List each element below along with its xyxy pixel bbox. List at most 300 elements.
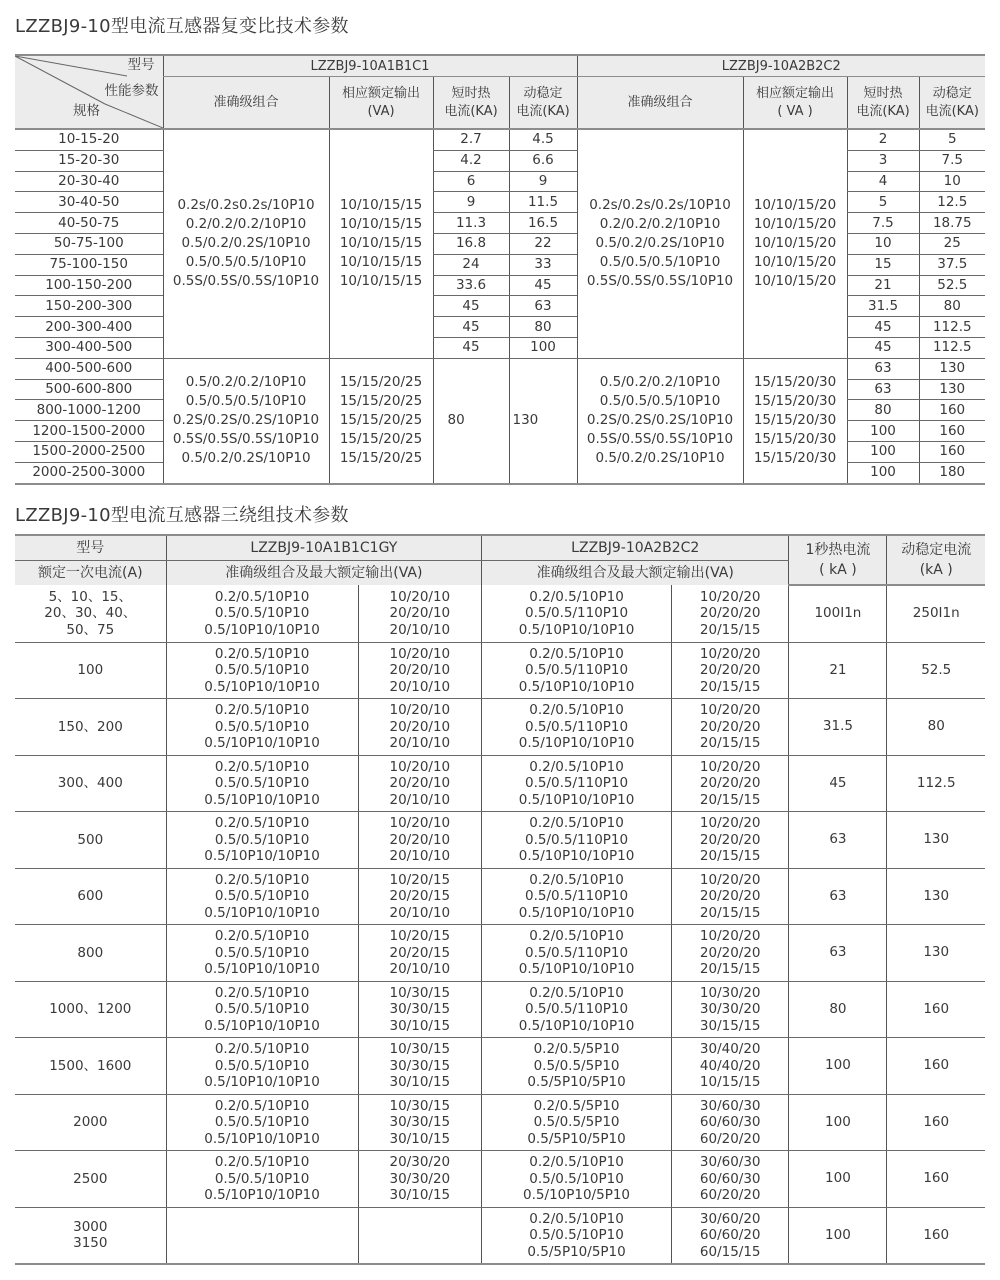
output-a-cell <box>358 1151 482 1208</box>
dyn-a-header-l1: 动稳定 <box>523 86 563 102</box>
output-line: 30/15/15 <box>699 1017 761 1034</box>
output-b-cell <box>672 981 789 1038</box>
output-a-cell <box>329 129 433 358</box>
dynamic-current-cell: 112.5 <box>887 755 985 812</box>
output-line: 60/60/30 <box>699 1114 761 1130</box>
accuracy-line: 0.5/10P10/10P10 <box>204 735 320 751</box>
thermal-current-cell: 80 <box>789 981 887 1038</box>
accuracy-line: 0.2/0.5/10P10 <box>214 1154 310 1170</box>
model-a-header: LZZBJ9-10A1B1C1GY <box>166 535 481 561</box>
accuracy-line: 0.5/10P10/10P10 <box>204 1130 320 1147</box>
accuracy-b-cell <box>482 1207 672 1264</box>
output-line: 20/20/10 <box>389 662 451 678</box>
dyn-a-cell: 9 <box>509 171 577 192</box>
current-line: 2500 <box>73 1170 108 1187</box>
dyn-b-cell: 10 <box>919 171 985 192</box>
dyn-a-cell: 22 <box>509 233 577 254</box>
accuracy-line: 0.5/0.5/10P10 <box>214 888 310 904</box>
accuracy-line: 0.5/10P10/10P10 <box>518 621 635 638</box>
thermal-current-cell: 100 <box>789 1038 887 1095</box>
accuracy-line: 0.5/10P10/10P10 <box>204 791 320 808</box>
dyn-a-cell: 4.5 <box>509 129 577 150</box>
accuracy-a-cell <box>166 868 358 925</box>
output-b-cell <box>672 925 789 982</box>
thermal-current-cell: 63 <box>789 868 887 925</box>
output-a-cell <box>358 1038 482 1095</box>
dyn-b-header <box>919 77 985 129</box>
accuracy-line: 0.5/0.5/10P10 <box>214 775 310 791</box>
accuracy-line: 0.5/10P10/10P10 <box>518 735 635 751</box>
current-line: 150、200 <box>57 718 123 735</box>
accuracy-line: 0.5/0.5/0.5/10P10 <box>599 254 721 271</box>
dyn-b-cell: 130 <box>919 358 985 379</box>
output-line: 20/15/15 <box>699 848 761 864</box>
accuracy-line: 0.2/0.5/10P10 <box>529 1210 624 1227</box>
short-b-cell: 7.5 <box>847 213 919 234</box>
output-line: 20/10/10 <box>389 678 451 695</box>
accuracy-a-cell <box>166 1038 358 1095</box>
output-line: 20/20/20 <box>699 888 761 904</box>
accuracy-b-cell <box>482 981 672 1038</box>
accuracy-line: 0.2/0.5/10P10 <box>529 928 624 944</box>
output-line: 10/15/15 <box>699 1074 761 1090</box>
rated-current-cell <box>15 585 166 642</box>
table-row <box>15 585 985 642</box>
short-b-cell: 21 <box>847 275 919 296</box>
output-b-cell <box>672 699 789 756</box>
output-line: 30/10/15 <box>389 1187 451 1203</box>
rated-current-cell <box>15 699 166 756</box>
table-row <box>15 1207 985 1264</box>
output-line: 15/15/20/30 <box>753 450 837 467</box>
dyn-b-cell: 80 <box>919 296 985 317</box>
thermal-current-cell: 100I1n <box>789 585 887 642</box>
acc-out-a-header: 准确级组合及最大额定输出(VA) <box>166 561 481 586</box>
accuracy-line: 0.2/0.5/10P10 <box>214 1041 310 1057</box>
thermal-current-cell: 21 <box>789 642 887 699</box>
output-line: 10/10/15/15 <box>339 273 423 290</box>
output-a-header-l1: 相应额定输出 <box>341 86 420 102</box>
accuracy-line: 0.5/0.5/110P10 <box>524 888 629 904</box>
dynamic-current-cell: 80 <box>887 699 985 756</box>
short-b-header <box>847 77 919 129</box>
rated-current-cell <box>15 755 166 812</box>
accuracy-line: 0.5/5P10/5P10 <box>527 1243 626 1260</box>
spec-cell: 40-50-75 <box>15 213 163 234</box>
output-line: 20/15/15 <box>699 904 761 921</box>
output-line: 20/15/15 <box>699 791 761 808</box>
accuracy-a-cell <box>166 1094 358 1151</box>
spec-cell: 200-300-400 <box>15 317 163 338</box>
dyn-a-header <box>509 77 577 129</box>
output-line: 20/10/10 <box>389 621 451 638</box>
dyn-b-header-l1: 动稳定 <box>932 86 972 102</box>
accuracy-b-cell <box>577 358 743 483</box>
table-row <box>15 981 985 1038</box>
table-row <box>15 755 985 812</box>
output-b-cell <box>672 812 789 869</box>
output-line: 15/15/20/25 <box>339 412 423 429</box>
output-line: 15/15/20/25 <box>339 450 423 467</box>
accuracy-line: 0.5/0.5/10P10 <box>214 1057 310 1074</box>
table-row <box>15 1151 985 1208</box>
output-line: 10/10/15/15 <box>339 197 423 214</box>
output-line: 10/10/15/15 <box>339 216 423 233</box>
output-line: 20/20/10 <box>389 605 451 621</box>
output-line: 60/60/20 <box>699 1227 761 1243</box>
accuracy-line: 0.2/0.2/0.2/10P10 <box>185 216 307 233</box>
table-row <box>15 699 985 756</box>
output-line: 30/10/15 <box>389 1017 451 1034</box>
short-a-cell: 6 <box>433 171 509 192</box>
output-line: 10/20/20 <box>699 702 761 718</box>
short-b-cell: 63 <box>847 379 919 400</box>
short-a-cell: 16.8 <box>433 233 509 254</box>
output-line: 20/20/20 <box>699 775 761 791</box>
accuracy-a-cell <box>166 699 358 756</box>
short-b-cell: 2 <box>847 129 919 150</box>
rated-current-cell <box>15 868 166 925</box>
output-line: 10/20/10 <box>389 702 451 718</box>
model-b-header: LZZBJ9-10A2B2C2 <box>482 535 789 561</box>
thermal-header-l1: 1秒热电流 <box>805 542 871 558</box>
thermal-current-cell: 100 <box>789 1094 887 1151</box>
dyn-b-cell: 52.5 <box>919 275 985 296</box>
short-a-cell: 2.7 <box>433 129 509 150</box>
accuracy-b-cell <box>482 868 672 925</box>
short-a-cell: 45 <box>433 296 509 317</box>
accuracy-line: 0.2/0.5/10P10 <box>214 588 310 605</box>
short-b-cell: 63 <box>847 358 919 379</box>
output-line: 20/15/15 <box>699 961 761 977</box>
dyn-a-cell: 80 <box>509 317 577 338</box>
current-line: 1500、1600 <box>49 1057 132 1074</box>
output-line: 20/10/10 <box>389 961 451 977</box>
accuracy-line: 0.5/5P10/5P10 <box>527 1074 626 1090</box>
output-line: 10/10/15/20 <box>753 254 837 271</box>
rated-current-cell <box>15 925 166 982</box>
short-a-cell: 4.2 <box>433 150 509 171</box>
output-a-cell <box>358 585 482 642</box>
accuracy-line: 0.5/10P10/10P10 <box>204 1017 320 1034</box>
accuracy-line: 0.5/0.5/5P10 <box>533 1114 620 1130</box>
dyn-b-cell: 12.5 <box>919 192 985 213</box>
accuracy-a-cell <box>166 981 358 1038</box>
current-line: 800 <box>77 944 104 961</box>
accuracy-line: 0.2/0.5/10P10 <box>214 928 310 944</box>
accuracy-line: 0.2/0.5/10P10 <box>529 645 624 662</box>
current-line: 50、75 <box>66 621 115 638</box>
spec-cell: 400-500-600 <box>15 358 163 379</box>
output-line: 20/20/20 <box>699 662 761 678</box>
output-a-header <box>329 77 433 129</box>
current-line: 3000 <box>73 1218 108 1235</box>
accuracy-line: 0.5/0.5/10P10 <box>529 1227 624 1243</box>
output-b-cell <box>672 1207 789 1264</box>
diag-label-spec: 规格 <box>73 103 100 119</box>
output-line: 20/20/15 <box>389 888 451 904</box>
accuracy-a-cell <box>163 358 329 483</box>
accuracy-line: 0.5/10P10/10P10 <box>518 678 635 695</box>
accuracy-line: 0.5/10P10/10P10 <box>204 961 320 977</box>
output-line: 15/15/20/30 <box>753 393 837 410</box>
accuracy-a-cell <box>166 755 358 812</box>
accuracy-line: 0.5/0.5/110P10 <box>524 1001 629 1017</box>
spec-cell: 15-20-30 <box>15 150 163 171</box>
accuracy-a-cell <box>166 585 358 642</box>
spec-cell: 300-400-500 <box>15 337 163 358</box>
short-b-cell: 45 <box>847 337 919 358</box>
output-b-cell <box>672 1151 789 1208</box>
spec-cell: 500-600-800 <box>15 379 163 400</box>
output-line: 30/60/20 <box>699 1210 761 1227</box>
accuracy-line: 0.2/0.5/10P10 <box>529 984 624 1001</box>
accuracy-line: 0.5/10P10/10P10 <box>204 1074 320 1090</box>
output-line: 10/20/15 <box>389 871 451 888</box>
accuracy-line: 0.5/0.5/110P10 <box>524 775 629 791</box>
accuracy-line: 0.5/10P10/10P10 <box>204 1187 320 1203</box>
accuracy-line: 0.5/0.2/0.2S/10P10 <box>181 450 311 467</box>
output-b-cell <box>672 642 789 699</box>
short-a-cell: 45 <box>433 337 509 358</box>
output-a-header-l2: (VA) <box>367 104 395 120</box>
dynamic-current-cell: 250I1n <box>887 585 985 642</box>
thermal-current-cell: 100 <box>789 1151 887 1208</box>
accuracy-line: 0.2s/0.2s/0.2s/10P10 <box>589 197 731 214</box>
accuracy-line: 0.2/0.5/10P10 <box>214 645 310 662</box>
dyn-b-cell: 112.5 <box>919 337 985 358</box>
output-line: 10/10/15/15 <box>339 254 423 271</box>
short-b-cell: 45 <box>847 317 919 338</box>
spec-cell: 75-100-150 <box>15 254 163 275</box>
accuracy-line: 0.2/0.5/10P10 <box>529 871 624 888</box>
accuracy-line: 0.5/10P10/10P10 <box>518 791 635 808</box>
dyn-a-cell: 6.6 <box>509 150 577 171</box>
accuracy-line: 0.5/0.5/0.5/10P10 <box>599 393 721 410</box>
output-line: 15/15/20/30 <box>753 374 837 391</box>
output-b-header-l2: ( VA ) <box>777 104 813 120</box>
dynamic-header-l2: (kA ) <box>919 562 953 578</box>
accuracy-b-cell <box>482 1038 672 1095</box>
spec-cell: 150-200-300 <box>15 296 163 317</box>
dynamic-current-cell: 52.5 <box>887 642 985 699</box>
spec-cell: 20-30-40 <box>15 171 163 192</box>
output-line: 20/15/15 <box>699 735 761 751</box>
output-line: 10/20/10 <box>389 645 451 662</box>
accuracy-line: 0.5/10P10/10P10 <box>204 621 320 638</box>
accuracy-line: 0.5/0.2/0.2S/10P10 <box>595 450 725 467</box>
output-line: 30/10/15 <box>389 1074 451 1090</box>
table-row <box>15 642 985 699</box>
accuracy-line: 0.2/0.5/10P10 <box>529 702 624 718</box>
output-line: 10/10/15/20 <box>753 235 837 252</box>
output-line: 30/60/30 <box>699 1097 761 1114</box>
accuracy-b-cell <box>482 1151 672 1208</box>
dyn-b-cell: 180 <box>919 462 985 483</box>
dyn-b-cell: 18.75 <box>919 213 985 234</box>
accuracy-line: 0.2/0.5/10P10 <box>214 871 310 888</box>
rated-current-cell <box>15 1038 166 1095</box>
output-line: 20/20/10 <box>389 831 451 848</box>
compound-ratio-table <box>15 54 985 485</box>
table-row <box>15 129 985 150</box>
accuracy-line: 0.2s/0.2s0.2s/10P10 <box>177 197 315 214</box>
dyn-a-cell: 63 <box>509 296 577 317</box>
accuracy-a-cell <box>166 812 358 869</box>
dynamic-current-cell: 160 <box>887 981 985 1038</box>
output-b-cell <box>672 755 789 812</box>
output-line: 10/10/15/15 <box>339 235 423 252</box>
output-line: 20/20/20 <box>699 944 761 961</box>
spec-cell: 1500-2000-2500 <box>15 441 163 462</box>
accuracy-line: 0.2/0.5/10P10 <box>214 1097 310 1114</box>
dynamic-header-l1: 动稳定电流 <box>901 542 972 558</box>
output-a-cell <box>358 755 482 812</box>
output-line: 10/20/20 <box>699 815 761 831</box>
accuracy-b-cell <box>482 925 672 982</box>
table-row <box>15 1038 985 1095</box>
accuracy-line: 0.5S/0.5S/0.5S/10P10 <box>172 273 320 290</box>
model-b-header: LZZBJ9-10A2B2C2 <box>577 55 985 77</box>
table-row <box>15 358 985 379</box>
accuracy-line: 0.5/0.5/110P10 <box>524 718 629 735</box>
short-b-cell: 10 <box>847 233 919 254</box>
output-line: 20/15/15 <box>699 621 761 638</box>
output-line: 15/15/20/25 <box>339 374 423 391</box>
output-line: 15/15/20/25 <box>339 431 423 448</box>
output-line: 20/20/10 <box>389 718 451 735</box>
output-b-cell <box>743 129 847 358</box>
thermal-header-l2: ( kA ) <box>819 562 857 578</box>
short-b-cell: 100 <box>847 421 919 442</box>
current-line: 100 <box>77 662 104 678</box>
short-b-cell: 31.5 <box>847 296 919 317</box>
dyn-b-header-l2: 电流(KA) <box>925 104 979 120</box>
output-line: 60/20/20 <box>699 1130 761 1147</box>
accuracy-line: 0.5S/0.5S/0.5S/10P10 <box>586 431 734 448</box>
dyn-b-cell: 160 <box>919 400 985 421</box>
output-line: 10/20/20 <box>699 758 761 775</box>
output-a-cell <box>358 1094 482 1151</box>
output-b-cell <box>672 1094 789 1151</box>
output-line: 20/10/10 <box>389 904 451 921</box>
accuracy-line: 0.2/0.5/10P10 <box>214 984 310 1001</box>
dynamic-current-cell: 160 <box>887 1207 985 1264</box>
accuracy-line: 0.5/10P10/10P10 <box>204 678 320 695</box>
spec-cell: 100-150-200 <box>15 275 163 296</box>
output-line: 10/30/15 <box>389 1097 451 1114</box>
output-line: 30/60/30 <box>699 1154 761 1170</box>
thermal-current-cell: 63 <box>789 925 887 982</box>
rated-current-cell <box>15 1151 166 1208</box>
spec-cell: 800-1000-1200 <box>15 400 163 421</box>
spec-cell: 30-40-50 <box>15 192 163 213</box>
diag-label-perf: 性能参数 <box>104 83 159 99</box>
rated-current-cell <box>15 1094 166 1151</box>
dyn-a-cell: 130 <box>509 358 577 483</box>
model-a-header: LZZBJ9-10A1B1C1 <box>163 55 577 77</box>
dyn-b-cell: 37.5 <box>919 254 985 275</box>
output-b-cell <box>672 868 789 925</box>
accuracy-line: 0.5/0.5/10P10 <box>529 1170 624 1187</box>
dyn-b-cell: 7.5 <box>919 150 985 171</box>
output-line: 20/15/15 <box>699 678 761 695</box>
dyn-a-cell: 33 <box>509 254 577 275</box>
dyn-b-cell: 130 <box>919 379 985 400</box>
accuracy-line: 0.5/0.5/10P10 <box>214 718 310 735</box>
short-a-cell: 9 <box>433 192 509 213</box>
output-line: 15/15/20/25 <box>339 393 423 410</box>
output-line: 30/30/15 <box>389 1001 451 1017</box>
accuracy-line: 0.5/10P10/10P10 <box>518 848 635 864</box>
dyn-b-cell: 112.5 <box>919 317 985 338</box>
accuracy-line: 0.2/0.2/0.2/10P10 <box>599 216 721 233</box>
accuracy-a-cell <box>166 925 358 982</box>
output-line: 10/20/20 <box>699 588 761 605</box>
short-a-cell: 80 <box>433 358 509 483</box>
accuracy-line: 0.2/0.5/10P10 <box>214 702 310 718</box>
accuracy-line: 0.5/0.5/110P10 <box>524 605 629 621</box>
accuracy-line: 0.5/0.5/10P10 <box>214 831 310 848</box>
short-a-cell: 45 <box>433 317 509 338</box>
accuracy-line: 0.5/10P10/10P10 <box>204 848 320 864</box>
accuracy-line: 0.2S/0.2S/0.2S/10P10 <box>586 412 734 429</box>
accuracy-line: 0.2/0.5/10P10 <box>214 815 310 831</box>
current-line: 600 <box>77 888 104 904</box>
accuracy-line: 0.5/10P10/10P10 <box>518 961 635 977</box>
output-line: 10/20/10 <box>389 758 451 775</box>
current-line: 300、400 <box>57 775 123 791</box>
output-line: 10/30/15 <box>389 1041 451 1057</box>
output-line: 20/20/20 <box>699 605 761 621</box>
accuracy-b-cell <box>482 699 672 756</box>
accuracy-a-cell <box>166 1207 358 1264</box>
accuracy-line: 0.5/0.5/110P10 <box>524 831 629 848</box>
thermal-current-cell: 100 <box>789 1207 887 1264</box>
accuracy-line: 0.5S/0.5S/0.5S/10P10 <box>172 431 320 448</box>
accuracy-line: 0.5/0.2/0.2/10P10 <box>599 374 721 391</box>
accuracy-line: 0.5/0.5/110P10 <box>524 944 629 961</box>
output-line: 20/20/20 <box>699 831 761 848</box>
accuracy-line: 0.5/0.5/10P10 <box>214 1114 310 1130</box>
thermal-current-cell: 31.5 <box>789 699 887 756</box>
three-winding-table <box>15 534 985 1265</box>
accuracy-b-cell <box>482 1094 672 1151</box>
output-line: 20/10/10 <box>389 791 451 808</box>
short-a-header-l1: 短时热 <box>451 86 491 102</box>
dynamic-current-cell: 160 <box>887 1094 985 1151</box>
accuracy-line: 0.2/0.5/10P10 <box>529 588 624 605</box>
dyn-b-cell: 160 <box>919 421 985 442</box>
output-a-cell <box>358 699 482 756</box>
short-a-header-l2: 电流(KA) <box>444 104 498 120</box>
accuracy-line: 0.2/0.5/10P10 <box>529 758 624 775</box>
output-line: 10/30/15 <box>389 984 451 1001</box>
accuracy-line: 0.5/10P10/5P10 <box>523 1187 631 1203</box>
output-line: 30/40/20 <box>699 1041 761 1057</box>
dynamic-current-cell: 130 <box>887 868 985 925</box>
current-line: 5、10、15、 <box>48 588 133 605</box>
output-line: 10/20/15 <box>389 928 451 944</box>
output-line: 30/30/20 <box>389 1170 451 1187</box>
short-a-cell: 24 <box>433 254 509 275</box>
spec-cell: 50-75-100 <box>15 233 163 254</box>
output-b-cell <box>672 585 789 642</box>
output-line: 20/10/10 <box>389 735 451 751</box>
dynamic-current-cell: 160 <box>887 1151 985 1208</box>
accuracy-a-cell <box>166 1151 358 1208</box>
model-label-header: 型号 <box>15 535 166 561</box>
